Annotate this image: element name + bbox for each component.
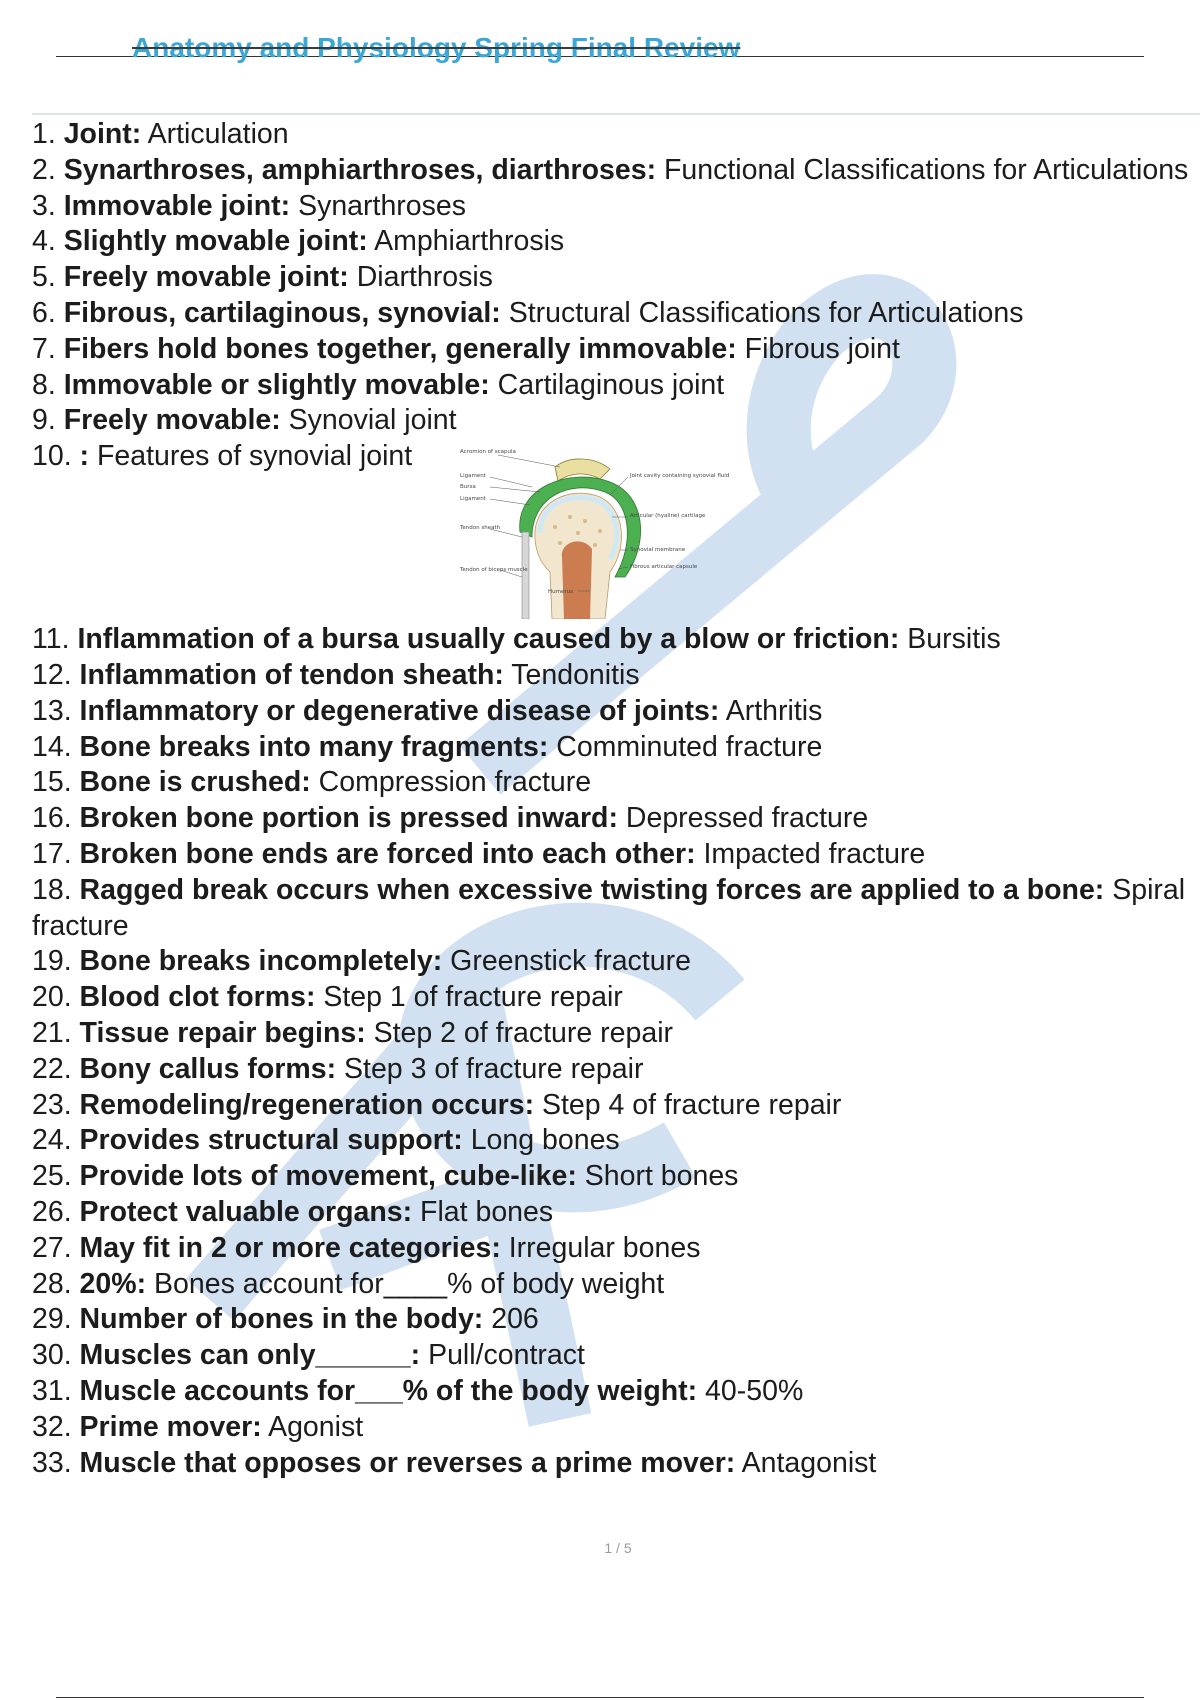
title-divider bbox=[32, 113, 1200, 115]
item-term: Synarthroses, amphiarthroses, diarthroses: bbox=[63, 153, 657, 186]
item-number: 28. bbox=[32, 1267, 72, 1300]
qa-item bbox=[32, 1088, 1200, 1124]
item-answer: Step 2 of fracture repair bbox=[365, 1016, 674, 1049]
item-answer: Features of synovial joint bbox=[89, 440, 413, 473]
qa-item bbox=[32, 694, 1200, 730]
qa-item bbox=[32, 1159, 1200, 1195]
item-number: 33. bbox=[32, 1446, 72, 1479]
qa-item bbox=[32, 439, 1200, 622]
qa-item bbox=[32, 658, 1200, 694]
item-answer: Step 3 of fracture repair bbox=[336, 1052, 644, 1085]
qa-item bbox=[32, 260, 1200, 296]
label-biceps-tendon: Tendon of biceps muscle bbox=[460, 567, 528, 574]
item-number: 13. bbox=[32, 694, 72, 727]
item-term: Tissue repair begins: bbox=[79, 1016, 366, 1049]
question-list bbox=[32, 117, 1200, 1481]
item-number: 19. bbox=[32, 945, 72, 978]
item-term: Freely movable joint: bbox=[63, 261, 349, 294]
item-number: 9. bbox=[32, 404, 56, 437]
item-term: Number of bones in the body: bbox=[79, 1303, 484, 1336]
item-number: 1. bbox=[32, 118, 56, 150]
qa-item bbox=[32, 1374, 1200, 1410]
qa-item bbox=[32, 1123, 1200, 1159]
item-term: Muscles can only______: bbox=[79, 1339, 421, 1372]
label-humerus: Humerus bbox=[548, 589, 573, 596]
item-term: Protect valuable organs: bbox=[79, 1195, 413, 1228]
item-answer: Greenstick fracture bbox=[442, 945, 691, 978]
qa-item bbox=[32, 1410, 1200, 1446]
item-term: Blood clot forms: bbox=[79, 981, 316, 1014]
item-answer: Synovial joint bbox=[280, 404, 457, 437]
qa-item bbox=[32, 801, 1200, 837]
item-answer: Articulation bbox=[141, 118, 289, 150]
item-number: 7. bbox=[32, 332, 56, 365]
label-ligament-2: Ligament bbox=[460, 496, 486, 503]
item-answer: 206 bbox=[483, 1303, 539, 1336]
qa-item bbox=[32, 1338, 1200, 1374]
item-answer: Structural Classifications for Articulations bbox=[500, 296, 1024, 329]
item-answer: Flat bones bbox=[412, 1195, 554, 1228]
item-term: Broken bone portion is pressed inward: bbox=[79, 802, 618, 835]
biceps-tendon-shape bbox=[522, 532, 529, 619]
label-fibrous-capsule: Fibrous articular capsule bbox=[630, 564, 698, 571]
item-number: 3. bbox=[32, 189, 56, 222]
qa-item bbox=[32, 153, 1200, 189]
qa-item bbox=[32, 1446, 1200, 1482]
item-number: 8. bbox=[32, 368, 56, 401]
item-number: 25. bbox=[32, 1160, 72, 1193]
item-term: Inflammation of tendon sheath: bbox=[79, 658, 504, 691]
item-answer: Amphiarthrosis bbox=[367, 225, 565, 258]
item-answer: Fibrous joint bbox=[736, 332, 900, 365]
qa-item bbox=[32, 1195, 1200, 1231]
item-answer: Synarthroses bbox=[290, 189, 466, 222]
item-answer: Impacted fracture bbox=[695, 837, 926, 870]
qa-item bbox=[32, 224, 1200, 260]
item-term: May fit in 2 or more categories: bbox=[79, 1231, 501, 1264]
qa-item bbox=[32, 296, 1200, 332]
qa-item bbox=[32, 403, 1200, 439]
item-term: Inflammation of a bursa usually caused by a blow or friction: bbox=[77, 623, 900, 656]
item-number: 24. bbox=[32, 1124, 72, 1157]
item-number: 20. bbox=[32, 981, 72, 1014]
qa-item bbox=[32, 622, 1200, 658]
item-number: 22. bbox=[32, 1052, 72, 1085]
item-answer: Cartilaginous joint bbox=[489, 368, 725, 401]
label-articular-cartilage: Articular (hyaline) cartilage bbox=[630, 513, 706, 520]
label-bursa: Bursa bbox=[460, 484, 476, 491]
item-answer: Step 1 of fracture repair bbox=[315, 981, 623, 1014]
item-number: 32. bbox=[32, 1410, 72, 1443]
item-number: 6. bbox=[32, 296, 56, 329]
item-answer: Antagonist bbox=[735, 1446, 877, 1479]
item-answer: Short bones bbox=[576, 1160, 739, 1193]
item-term: Immovable joint: bbox=[63, 189, 291, 222]
item-term: Slightly movable joint: bbox=[63, 225, 368, 258]
item-number: 21. bbox=[32, 1016, 72, 1049]
item-number: 11. bbox=[32, 623, 70, 656]
item-number: 12. bbox=[32, 658, 72, 691]
qa-item bbox=[32, 189, 1200, 225]
qa-item bbox=[32, 1016, 1200, 1052]
label-synovial-membrane: Synovial membrane bbox=[630, 547, 686, 554]
marrow-shape bbox=[562, 542, 592, 620]
item-term: Remodeling/regeneration occurs: bbox=[79, 1088, 535, 1121]
item-answer: Arthritis bbox=[719, 694, 823, 727]
page-number: 1 / 5 bbox=[604, 1540, 632, 1556]
item-number: 26. bbox=[32, 1195, 72, 1228]
item-number: 29. bbox=[32, 1303, 72, 1336]
item-answer: Long bones bbox=[462, 1124, 620, 1157]
item-term: Bone is crushed: bbox=[79, 766, 311, 799]
item-number: 16. bbox=[32, 802, 72, 835]
item-answer: Pull/contract bbox=[420, 1339, 585, 1372]
qa-item bbox=[32, 1267, 1200, 1303]
item-term: Bony callus forms: bbox=[79, 1052, 337, 1085]
item-term: Prime mover: bbox=[79, 1410, 262, 1443]
qa-item bbox=[32, 1231, 1200, 1267]
qa-item bbox=[32, 765, 1200, 801]
qa-item bbox=[32, 837, 1200, 873]
item-term: 20%: bbox=[79, 1267, 147, 1300]
item-answer: 40-50% bbox=[697, 1374, 804, 1407]
item-answer: Compression fracture bbox=[310, 766, 592, 799]
item-number: 14. bbox=[32, 730, 72, 763]
item-term: Fibrous, cartilaginous, synovial: bbox=[63, 296, 501, 329]
qa-item bbox=[32, 873, 1200, 945]
item-answer: Bones account for____% of body weight bbox=[146, 1267, 665, 1300]
item-number: 27. bbox=[32, 1231, 72, 1264]
qa-item bbox=[32, 1302, 1200, 1338]
item-term: Muscle that opposes or reverses a prime mover: bbox=[79, 1446, 736, 1479]
item-answer: Diarthrosis bbox=[348, 261, 493, 294]
item-term: Immovable or slightly movable: bbox=[63, 368, 490, 401]
item-term: Bone breaks incompletely: bbox=[79, 945, 443, 978]
item-term: : bbox=[79, 440, 90, 473]
qa-item bbox=[32, 980, 1200, 1016]
qa-item bbox=[32, 332, 1200, 368]
item-number: 2. bbox=[32, 153, 56, 186]
item-number: 23. bbox=[32, 1088, 72, 1121]
item-answer: Functional Classifications for Articulations bbox=[656, 153, 1189, 186]
item-answer: Step 4 of fracture repair bbox=[534, 1088, 842, 1121]
qa-item bbox=[32, 944, 1200, 980]
label-joint-cavity: Joint cavity containing synovial fluid bbox=[630, 473, 730, 480]
synovial-joint-diagram bbox=[460, 447, 740, 619]
label-ligament-1: Ligament bbox=[460, 473, 486, 480]
item-answer: Agonist bbox=[261, 1410, 364, 1443]
item-number: 18. bbox=[32, 873, 72, 906]
item-term: Fibers hold bones together, generally immovable: bbox=[63, 332, 737, 365]
item-term: Provides structural support: bbox=[79, 1124, 463, 1157]
item-term: Joint: bbox=[63, 118, 142, 150]
footer-rule bbox=[56, 1697, 1144, 1698]
item-term: Broken bone ends are forced into each other: bbox=[79, 837, 696, 870]
item-number: 15. bbox=[32, 766, 72, 799]
item-number: 5. bbox=[32, 261, 56, 294]
item-number: 30. bbox=[32, 1339, 72, 1372]
item-number: 17. bbox=[32, 837, 72, 870]
item-answer: Tendonitis bbox=[503, 658, 640, 691]
item-answer: Bursitis bbox=[899, 623, 1001, 656]
item-answer: Comminuted fracture bbox=[548, 730, 823, 763]
item-answer: Irregular bones bbox=[500, 1231, 701, 1264]
qa-item bbox=[32, 730, 1200, 766]
item-number: 31. bbox=[32, 1374, 72, 1407]
item-term: Provide lots of movement, cube-like: bbox=[79, 1160, 577, 1193]
item-term: Freely movable: bbox=[63, 404, 281, 437]
item-number: 10. bbox=[32, 440, 72, 473]
item-number: 4. bbox=[32, 225, 56, 258]
item-term: Muscle accounts for___% of the body weight: bbox=[79, 1374, 698, 1407]
qa-item bbox=[32, 117, 1200, 153]
qa-item bbox=[32, 368, 1200, 404]
item-term: Inflammatory or degenerative disease of joints: bbox=[79, 694, 720, 727]
label-acromion: Acromion of scapula bbox=[460, 449, 516, 456]
item-answer: Depressed fracture bbox=[617, 802, 869, 835]
item-answer: Spiral fracture bbox=[32, 873, 1186, 942]
document-title: Anatomy and Physiology Spring Final Review bbox=[132, 32, 741, 63]
item-term: Bone breaks into many fragments: bbox=[79, 730, 549, 763]
label-tendon-sheath: Tendon sheath bbox=[460, 525, 501, 532]
qa-item bbox=[32, 1052, 1200, 1088]
item-term: Ragged break occurs when excessive twisting forces are applied to a bone: bbox=[79, 873, 1105, 906]
